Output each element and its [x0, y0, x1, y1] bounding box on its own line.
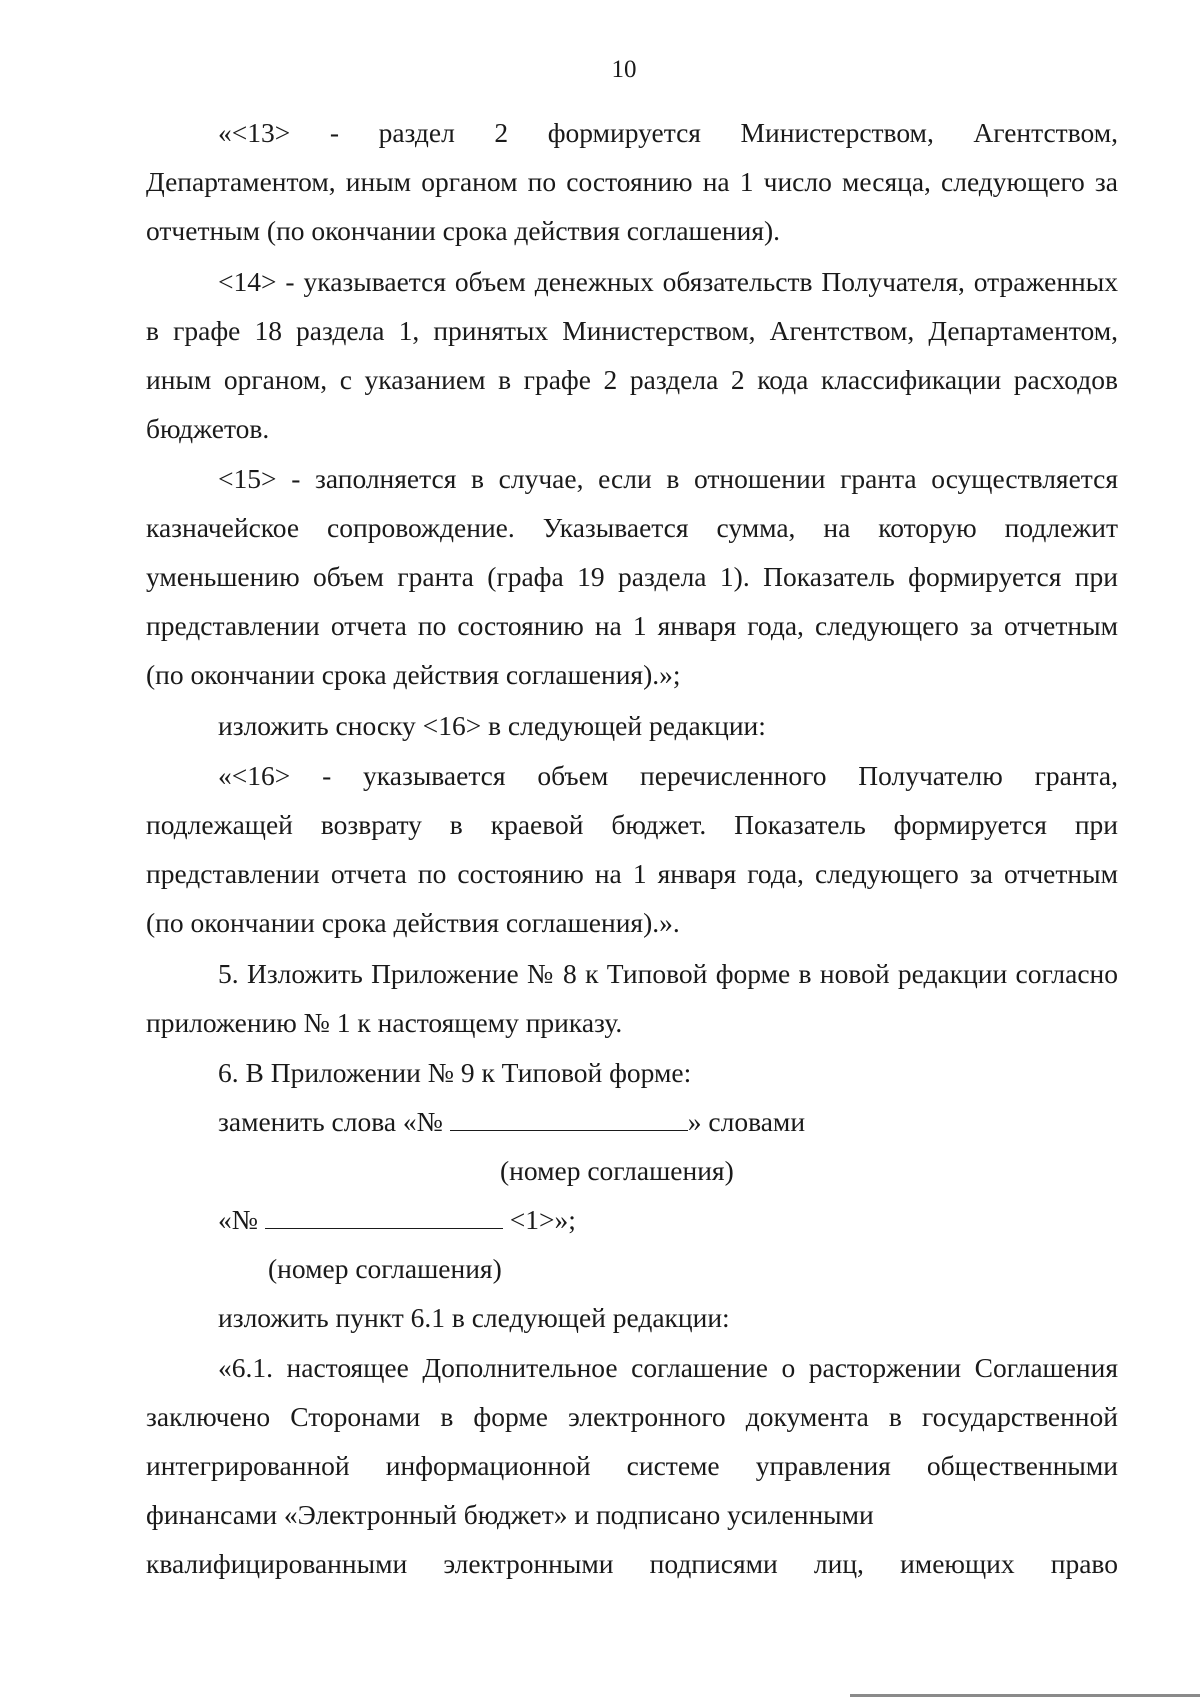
item-6-1-instruction: изложить пункт 6.1 в следующей редакции: [218, 1302, 730, 1333]
replace-words-line [146, 1097, 1118, 1146]
word: электронными [443, 1548, 614, 1579]
item-6-1-paragraph: «6.1. настоящее Дополнительное соглашение о расторжении Соглашения заключено Сторонами в форме электронного документа в государственной интегрированной информационной системе управления общественными финансами «Электронный бюджет» и подписано усиленными [146, 1352, 1118, 1530]
paragraph-continuation-line [146, 1539, 1118, 1588]
footnote-13-paragraph: «<13> - раздел 2 формируется Министерством, Агентством, Департаментом, иным органом по состоянию на 1 число месяца, следующего за отчетным (по окончании срока действия соглашения). [146, 117, 1118, 246]
scan-edge-line [850, 1694, 1200, 1697]
item-5-paragraph: 5. Изложить Приложение № 8 к Типовой форме в новой редакции согласно приложению № 1 к настоящему приказу. [146, 958, 1118, 1038]
word: подписями [649, 1548, 778, 1579]
replacement-line [146, 1195, 1118, 1244]
page-number: 10 [611, 56, 637, 83]
word: право [1050, 1548, 1118, 1579]
replace-words-prefix: заменить слова «№ [218, 1106, 443, 1137]
agreement-number-blank [450, 1110, 688, 1131]
replace-words-suffix: » словами [687, 1106, 806, 1137]
word: имеющих [900, 1548, 1015, 1579]
footnote-14-paragraph: <14> - указывается объем денежных обязательств Получателя, отраженных в графе 18 раздела 1, принятых Министерством, Агентством, Департаментом, иным органом, с указанием в графе 2 раздела 2 кода классификации расходов бюджетов. [146, 266, 1118, 444]
item-6-paragraph: 6. В Приложении № 9 к Типовой форме: [218, 1057, 692, 1088]
word: лиц, [813, 1548, 864, 1579]
agreement-number-caption: (номер соглашения) [500, 1155, 734, 1186]
replacement-suffix: <1>»; [509, 1204, 576, 1235]
footnote-15-paragraph: <15> - заполняется в случае, если в отношении гранта осуществляется казначейское сопровождение. Указывается сумма, на которую подлежит уменьшению объем гранта (графа 19 раздела 1). Показатель формируется при представлении отчета по состоянию на 1 января года, следующего за отчетным (по окончании срока действия соглашения).»; [146, 463, 1118, 690]
footnote-16-instruction: изложить сноску <16> в следующей редакции: [218, 710, 766, 741]
footnote-16-paragraph: «<16> - указывается объем перечисленного Получателю гранта, подлежащей возврату в краевой бюджет. Показатель формируется при представлении отчета по состоянию на 1 января года, следующего за отчетным (по окончании срока действия соглашения).». [146, 760, 1118, 938]
word: квалифицированными [146, 1548, 408, 1579]
agreement-number-blank-2 [265, 1208, 503, 1229]
replacement-prefix: «№ [218, 1204, 258, 1235]
agreement-number-caption-2: (номер соглашения) [268, 1253, 502, 1284]
document-body [146, 108, 1118, 1588]
